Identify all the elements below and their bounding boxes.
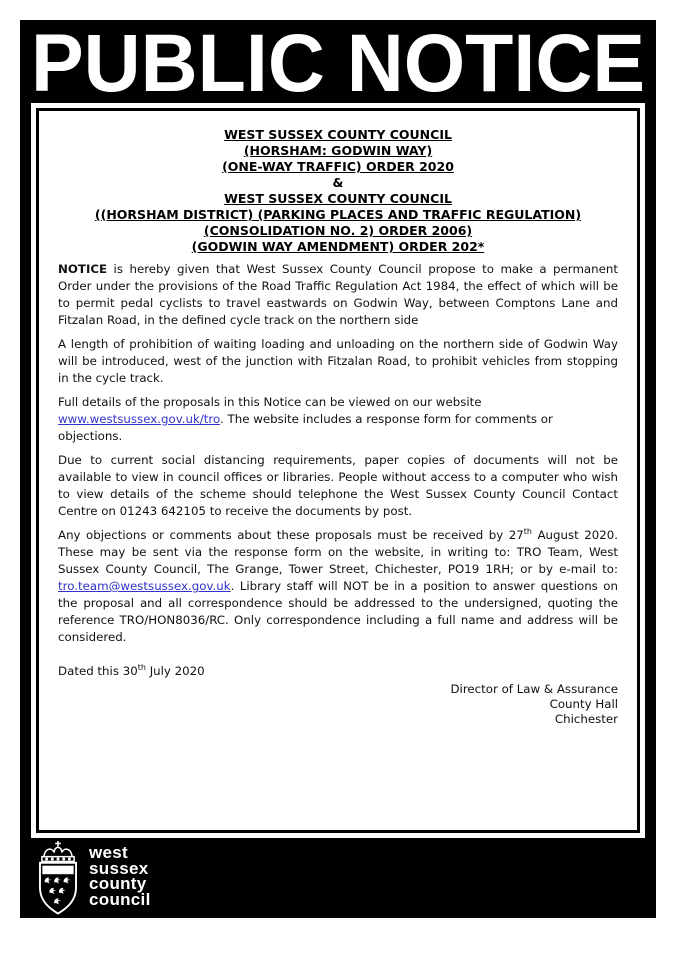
superscript-th: th — [523, 527, 532, 537]
paragraph-text: Due to current social distancing requirements, paper copies of documents will not be available to view in council offices or libraries. People without access to a computer who wish to view details of the scheme should telephone the West Sussex County Council Contact Centre on 01243 642105 to receive the documents by post. — [58, 453, 618, 518]
logo-word: west — [89, 843, 128, 862]
banner-title-art — [20, 20, 656, 103]
order-title-ampersand: & — [332, 175, 344, 190]
logo-word: council — [89, 889, 151, 909]
order-title-block — [58, 127, 618, 255]
dated-text: July 2020 — [145, 664, 205, 678]
notice-frame — [20, 20, 656, 918]
paragraph-text: A length of prohibition of waiting loading and unloading on the northern side of Godwin Way will be introduced, west of the junction with Fitzalan Road, to prohibit vehicles from stopping in the cycle track. — [58, 337, 618, 385]
paragraph-text: . The website includes a response form for comments or objections. — [58, 412, 553, 443]
order-title-line: WEST SUSSEX COUNTY COUNCIL — [224, 191, 452, 206]
logo-word: county — [89, 874, 147, 893]
notice-lead-word: NOTICE — [58, 262, 108, 276]
order-title-line: (GODWIN WAY AMENDMENT) ORDER 202* — [191, 239, 485, 254]
paragraph-notice-given — [58, 261, 618, 329]
public-notice-banner — [20, 20, 656, 103]
logo-word: sussex — [89, 858, 149, 878]
tro-website-link[interactable]: www.westsussex.gov.uk/tro — [58, 412, 221, 426]
paragraph-text: Full details of the proposals in this Notice can be viewed on our website — [58, 395, 482, 409]
footer-banner — [20, 838, 656, 918]
wscc-crest-icon — [36, 841, 80, 915]
paragraph-text: August 2020. These may be sent via the response form on the website, in writing to: TRO Team, West Sussex County Council, The Grange, Tower Street, Chichester, PO19 1RH; or by e-mail to: — [58, 528, 618, 576]
order-title-line: ((HORSHAM DISTRICT) (PARKING PLACES AND TRAFFIC REGULATION) — [94, 207, 582, 222]
paragraph-social-distancing — [58, 452, 618, 520]
paragraph-text: . Library staff will NOT be in a position to answer questions on the proposal and all correspondence should be addressed to the undersigned, quoting the reference TRO/HON8036/RC. Only correspondence including a full name and address will be considered. — [58, 579, 618, 644]
dated-line — [58, 663, 618, 680]
tro-email-link[interactable]: tro.team@westsussex.gov.uk — [58, 579, 231, 593]
banner-title: PUBLIC NOTICE — [31, 20, 645, 103]
order-title-line: (ONE-WAY TRAFFIC) ORDER 2020 — [222, 159, 454, 174]
superscript-th: th — [137, 663, 146, 673]
paragraph-text: Any objections or comments about these proposals must be received by 27 — [58, 528, 524, 542]
paragraph-website — [58, 394, 618, 445]
signature-block — [58, 682, 618, 727]
dated-text: Dated this 30 — [58, 664, 138, 678]
order-title-line: (CONSOLIDATION NO. 2) ORDER 2006) — [203, 223, 473, 238]
signature-address: County Hall — [549, 697, 618, 711]
paragraph-objections — [58, 527, 618, 646]
order-title-line: WEST SUSSEX COUNTY COUNCIL — [224, 127, 452, 142]
paragraph-text: is hereby given that West Sussex County Council propose to make a permanent Order under the provisions of the Road Traffic Regulation Act 1984, the effect of which will be to permit pedal cyclists to travel eastwards on Godwin Way, between Comptons Lane and Fitzalan Road, in the defined cycle track on the northern side — [58, 262, 618, 327]
signature-role: Director of Law & Assurance — [450, 682, 618, 696]
paragraph-waiting-prohibition — [58, 336, 618, 387]
order-title-line: (HORSHAM: GODWIN WAY) — [243, 143, 433, 158]
notice-content — [36, 108, 640, 833]
council-logo-wordmark — [89, 845, 151, 907]
signature-city: Chichester — [554, 712, 618, 726]
content-frame — [20, 103, 656, 838]
